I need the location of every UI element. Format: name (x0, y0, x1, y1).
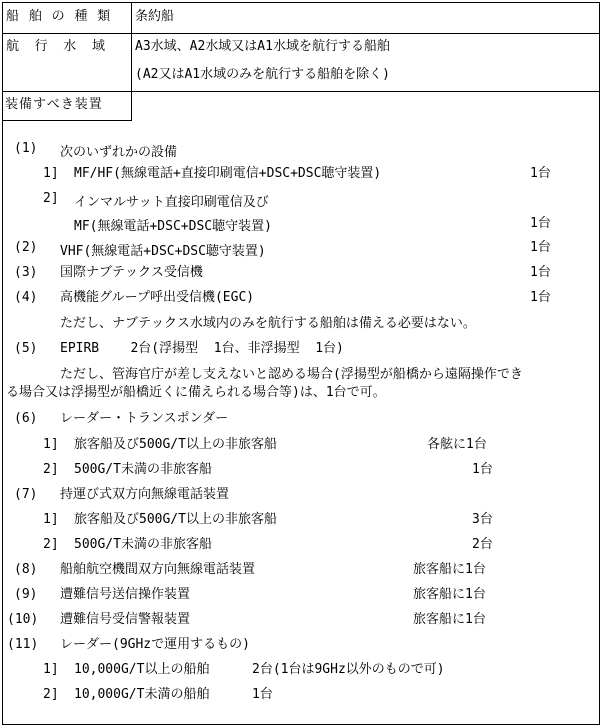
label-column-divider (131, 2, 132, 120)
item-note: る場合又は浮揚型が船橋近くに備えられる場合等)は、1台で可。 (6, 385, 386, 400)
item-number: (8) (14, 562, 38, 577)
subitem-text: 旅客船及び500G/T以上の非旅客船 (74, 512, 277, 527)
subitem-text: 500G/T未満の非旅客船 (74, 537, 212, 552)
item-text: 次のいずれかの設備 (60, 145, 178, 160)
subitem-text: 旅客船及び500G/T以上の非旅客船 (74, 437, 277, 452)
quantity: 各舷に1台 (427, 437, 487, 452)
subitem-number: 1] (43, 437, 59, 452)
item-text: 船舶航空機間双方向無線電話装置 (60, 562, 256, 577)
item-number: (9) (14, 587, 38, 602)
quantity: 旅客船に1台 (413, 587, 486, 602)
item-text: 高機能グループ呼出受信機(EGC) (60, 290, 255, 305)
subitem-text: インマルサット直接印刷電信及び (74, 195, 269, 210)
waters-value-line1: A3水域、A2水域又はA1水域を航行する船舶 (135, 39, 390, 54)
quantity: 旅客船に1台 (413, 612, 486, 627)
item-number: (5) (14, 341, 38, 356)
item-number: (10) (7, 612, 39, 627)
quantity: 1台 (530, 265, 551, 280)
item-note: ただし、ナブテックス水域内のみを航行する船舶は備える必要はない。 (60, 316, 476, 331)
subitem-text: MF/HF(無線電話+直接印刷電信+DSC+DSC聴守装置) (74, 166, 382, 181)
subitem-number: 2] (43, 687, 59, 702)
subitem-text: 10,000G/T未満の船舶 (74, 687, 210, 702)
item-number: (3) (14, 265, 38, 280)
item-number: (2) (14, 240, 38, 255)
item-number: (6) (14, 411, 38, 426)
item-text: 持運び式双方向無線電話装置 (60, 487, 230, 502)
subitem-text: 500G/T未満の非旅客船 (74, 462, 212, 477)
subitem-number: 2] (43, 537, 59, 552)
item-text: 遭難信号送信操作装置 (60, 587, 191, 602)
subitem-number: 2] (43, 462, 59, 477)
item-text: レーダー(9GHzで運用するもの) (60, 637, 250, 652)
subitem-number: 1] (43, 166, 59, 181)
row-divider-1 (2, 33, 600, 34)
quantity: 1台 (530, 240, 551, 255)
item-text: 国際ナブテックス受信機 (60, 265, 203, 280)
subitem-text: 10,000G/T以上の船舶 (74, 662, 210, 677)
quantity: 1台 (530, 290, 551, 305)
item-number: (1) (14, 141, 38, 156)
quantity: 1台 (530, 216, 551, 231)
subitem-number: 1] (43, 662, 59, 677)
row-divider-2 (2, 91, 600, 92)
item-text: レーダー・トランスポンダー (60, 411, 229, 426)
item-note: ただし、管海官庁が差し支えないと認める場合(浮揚型が船橋から遠隔操作でき (60, 367, 523, 382)
item-number: (11) (7, 637, 39, 652)
quantity: 1台 (530, 166, 551, 181)
item-text: VHF(無線電話+DSC+DSC聴守装置) (60, 244, 266, 259)
subitem-text: MF(無線電話+DSC+DSC聴守装置) (74, 219, 272, 234)
waters-value-line2: (A2又はA1水域のみを航行する船舶を除く) (135, 67, 390, 82)
quantity: 2台 (472, 537, 493, 552)
item-text: 遭難信号受信警報装置 (60, 612, 191, 627)
row-divider-3 (2, 120, 132, 121)
item-number: (7) (14, 487, 38, 502)
waters-label: 航 行 水 域 (6, 39, 105, 54)
quantity: 2台(1台は9GHz以外のもので可) (252, 662, 445, 677)
equipment-label: 装備すべき装置 (5, 97, 103, 112)
quantity: 1台 (252, 687, 273, 702)
quantity: 3台 (472, 512, 493, 527)
quantity: 旅客船に1台 (413, 562, 486, 577)
quantity: 1台 (472, 462, 493, 477)
ship-type-label: 船 舶 の 種 類 (6, 9, 112, 24)
subitem-number: 1] (43, 512, 59, 527)
ship-type-value: 条約船 (135, 9, 175, 24)
item-text: EPIRB 2台(浮揚型 1台、非浮揚型 1台) (60, 341, 344, 356)
item-number: (4) (14, 290, 38, 305)
subitem-number: 2] (43, 191, 59, 206)
